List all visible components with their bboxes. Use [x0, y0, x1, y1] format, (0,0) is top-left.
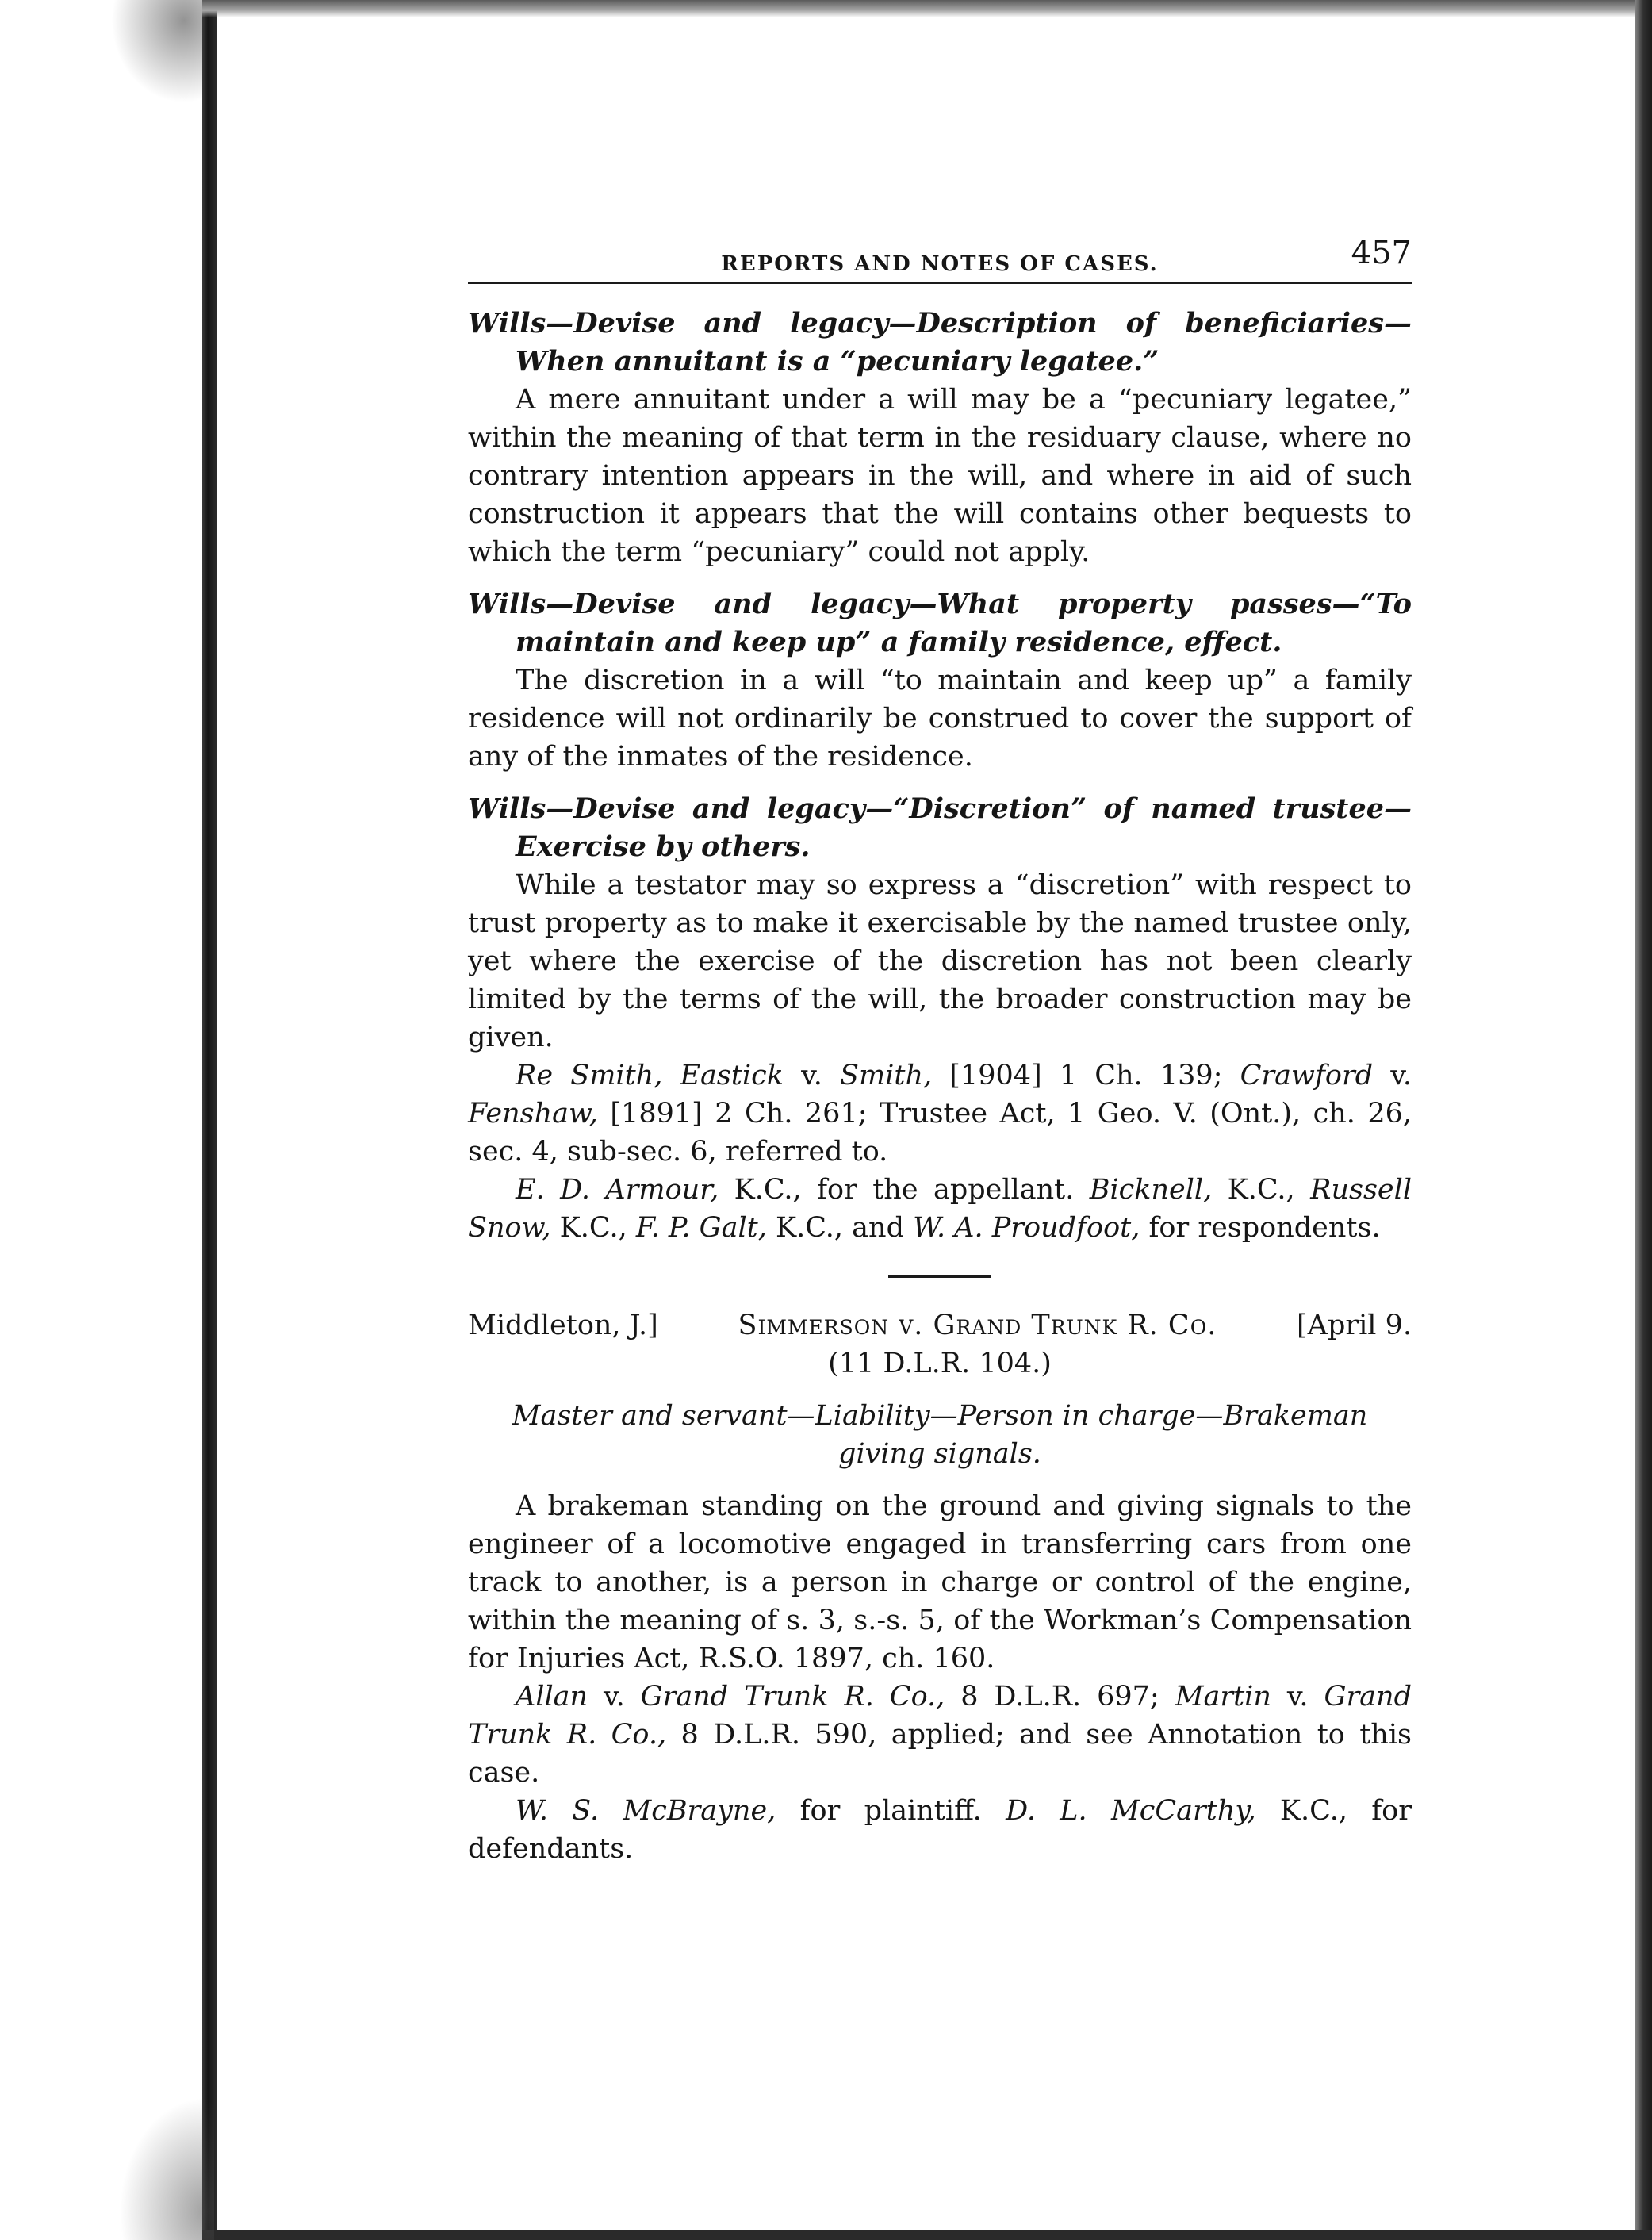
counsel-name: W. A. Proudfoot,: [913, 1212, 1140, 1244]
judge-name: Middleton, J.]: [468, 1310, 658, 1341]
scan-shadow-bottom-left: [119, 2097, 214, 2240]
case-citation: [1904] 1 Ch. 139;: [932, 1060, 1240, 1091]
counsel-paragraph-2: [468, 1792, 1412, 1868]
case-separator-rule: [888, 1275, 991, 1278]
spacer: [468, 1473, 1412, 1487]
counsel-text: K.C., for defendants.: [468, 1795, 1412, 1865]
case-name: Allan: [516, 1681, 588, 1713]
counsel-text: K.C.,: [550, 1212, 636, 1244]
page-content: [468, 234, 1412, 1868]
counsel-name: E. D. Armour,: [516, 1174, 719, 1206]
headnote-4: Master and servant—Liability—Person in charge—Brakeman giving signals.: [512, 1400, 1368, 1470]
versus: v.: [1373, 1060, 1412, 1091]
counsel-name: Russell Snow,: [468, 1174, 1412, 1244]
versus: v.: [783, 1060, 841, 1091]
spacer: [468, 776, 1412, 790]
counsel-name: F. P. Galt,: [635, 1212, 767, 1244]
headnote-1: Wills—Devise and legacy—Description of beneficiaries—When annuitant is a “pecuniary legatee.”: [468, 307, 1412, 378]
scan-edge-bottom: [202, 2230, 1652, 2240]
counsel-text: for plaintiff.: [776, 1795, 1006, 1827]
case-name: Martin: [1175, 1681, 1271, 1713]
paragraph-1: A mere annuitant under a will may be a “pecuniary legatee,” within the meaning of that term in the residuary clause, where no contrary intention appears in the will, and where in aid of such construction it appears that the will contains other bequests to which the term “pecuniary” could not apply.: [468, 384, 1412, 568]
spacer: [468, 1383, 1412, 1397]
counsel-name: D. L. McCarthy,: [1006, 1795, 1256, 1827]
case-party: Smith,: [840, 1060, 933, 1091]
headnote-3: Wills—Devise and legacy—“Discretion” of named trustee—Exercise by others.: [468, 792, 1412, 863]
running-head: [468, 234, 1412, 284]
case-citation: [1891] 2 Ch. 261; Trustee Act, 1 Geo. V. (Ont.), ch. 26, sec. 4, sub-sec. 6, referred to.: [468, 1098, 1412, 1168]
case-heading-line: [468, 1306, 1412, 1344]
case-citation: 8 D.L.R. 697;: [945, 1681, 1175, 1713]
counsel-text: K.C.,: [1212, 1174, 1311, 1206]
scan-shadow-top-left: [111, 0, 202, 103]
counsel-text: for respondents.: [1140, 1212, 1381, 1244]
case-party: Grand Trunk R. Co.,: [468, 1681, 1412, 1751]
case-title: Simmerson v. Grand Trunk R. Co.: [738, 1310, 1217, 1341]
counsel-text: K.C., for the appellant.: [719, 1174, 1090, 1206]
paragraph-2: The discretion in a will “to maintain and keep up” a family residence will not ordinarily be construed to cover the support of any of the inmates of the residence.: [468, 665, 1412, 773]
case-name: Crawford: [1240, 1060, 1374, 1091]
paragraph-3: While a testator may so express a “discretion” with respect to trust property as to make it exercisable by the named trustee only, yet where the exercise of the discretion has not been clearly limited by the terms of the will, the broader construction may be given.: [468, 869, 1412, 1053]
spacer: [468, 571, 1412, 585]
counsel-text: K.C., and: [766, 1212, 914, 1244]
running-title: REPORTS AND NOTES OF CASES.: [721, 252, 1159, 276]
scan-edge-right: [1635, 0, 1652, 2240]
authorities-paragraph-1: [468, 1057, 1412, 1171]
case-citation: (11 D.L.R. 104.): [828, 1348, 1052, 1379]
scan-edge-left: [202, 0, 217, 2240]
counsel-paragraph-1: [468, 1171, 1412, 1247]
counsel-name: W. S. McBrayne,: [516, 1795, 776, 1827]
case-citation: 8 D.L.R. 590, applied; and see Annotation to this case.: [468, 1719, 1412, 1789]
scan-edge-top: [202, 0, 1652, 17]
counsel-name: Bicknell,: [1089, 1174, 1213, 1206]
headnote-2: Wills—Devise and legacy—What property passes—“To maintain and keep up” a family residence, effect.: [468, 588, 1412, 658]
case-name: Re Smith, Eastick: [516, 1060, 784, 1091]
versus: v.: [588, 1681, 641, 1713]
authorities-paragraph-2: [468, 1678, 1412, 1792]
versus: v.: [1271, 1681, 1324, 1713]
page-number: 457: [1351, 235, 1412, 271]
case-party: Fenshaw,: [468, 1098, 598, 1130]
case-party: Grand Trunk R. Co.,: [640, 1681, 945, 1713]
paragraph-4: A brakeman standing on the ground and giving signals to the engineer of a locomotive engaged in transferring cars from one track to another, is a person in charge or control of the engine, within the meaning of s. 3, s.-s. 5, of the Workman’s Compensation for Injuries Act, R.S.O. 1897, ch. 160.: [468, 1490, 1412, 1674]
decision-date: [April 9.: [1297, 1310, 1412, 1341]
